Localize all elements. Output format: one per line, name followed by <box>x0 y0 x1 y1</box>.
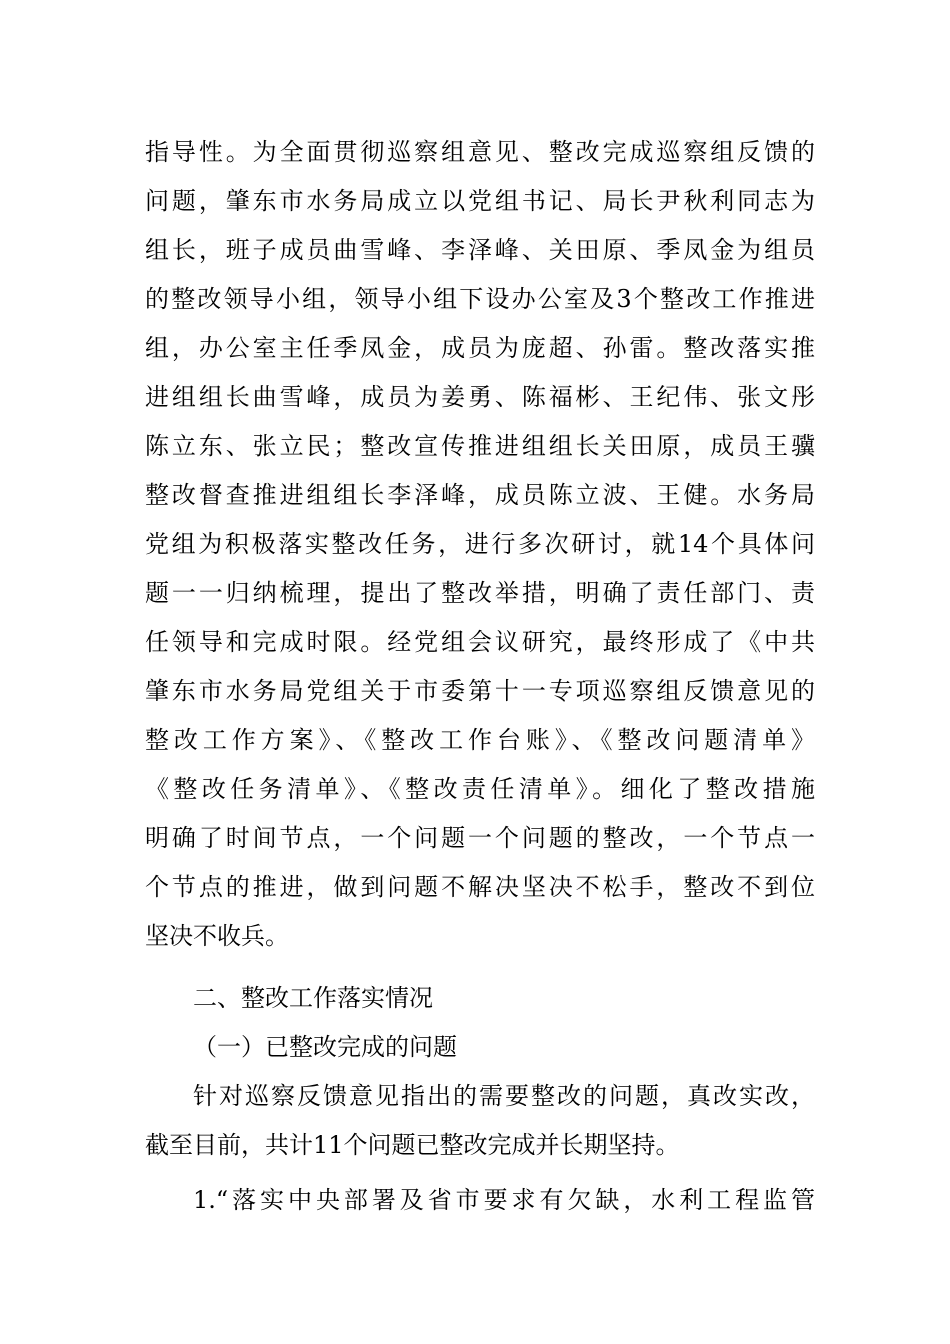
body-text-line: 组长，班子成员曲雪峰、李泽峰、关田原、季凤金为组员 <box>145 236 815 264</box>
body-text-line: 题一一归纳梳理，提出了整改举措，明确了责任部门、责 <box>145 579 815 607</box>
body-text-line: 的整改领导小组，领导小组下设办公室及3个整改工作推进 <box>145 285 815 313</box>
body-text-line: 进组组长曲雪峰，成员为姜勇、陈福彬、王纪伟、张文彤 <box>145 383 815 411</box>
body-text-line: 整改督查推进组组长李泽峰，成员陈立波、王健。水务局 <box>145 481 815 509</box>
body-text-line: 针对巡察反馈意见指出的需要整改的问题，真改实改， <box>193 1082 815 1110</box>
body-text-line: 坚决不收兵。 <box>145 922 289 950</box>
body-text-line: 问题，肇东市水务局成立以党组书记、局长尹秋利同志为 <box>145 187 815 215</box>
body-text-line: 党组为积极落实整改任务，进行多次研讨，就14个具体问 <box>145 530 815 558</box>
body-text-line: 《整改任务清单》、《整改责任清单》。细化了整改措施 <box>145 775 815 803</box>
body-text-line: 指导性。为全面贯彻巡察组意见、整改完成巡察组反馈的 <box>145 138 815 166</box>
body-text-line: 陈立东、张立民；整改宣传推进组组长关田原，成员王骥 <box>145 432 815 460</box>
body-text-line: 肇东市水务局党组关于市委第十一专项巡察组反馈意见的 <box>145 677 815 705</box>
body-text-line: 任领导和完成时限。经党组会议研究，最终形成了《中共 <box>145 628 815 656</box>
section-heading: 二、整改工作落实情况 <box>193 984 433 1012</box>
body-text-line: 整改工作方案》、《整改工作台账》、《整改问题清单》 <box>145 726 815 754</box>
body-text-line: 个节点的推进，做到问题不解决坚决不松手，整改不到位 <box>145 873 815 901</box>
body-text-line: 明确了时间节点，一个问题一个问题的整改，一个节点一 <box>145 824 815 852</box>
subsection-heading: （一）已整改完成的问题 <box>193 1033 457 1061</box>
body-text-line: 组，办公室主任季凤金，成员为庞超、孙雷。整改落实推 <box>145 334 815 362</box>
body-text-line: 截至目前，共计11个问题已整改完成并长期坚持。 <box>145 1131 680 1159</box>
list-item-text: 1.“落实中央部署及省市要求有欠缺，水利工程监管 <box>193 1186 815 1214</box>
